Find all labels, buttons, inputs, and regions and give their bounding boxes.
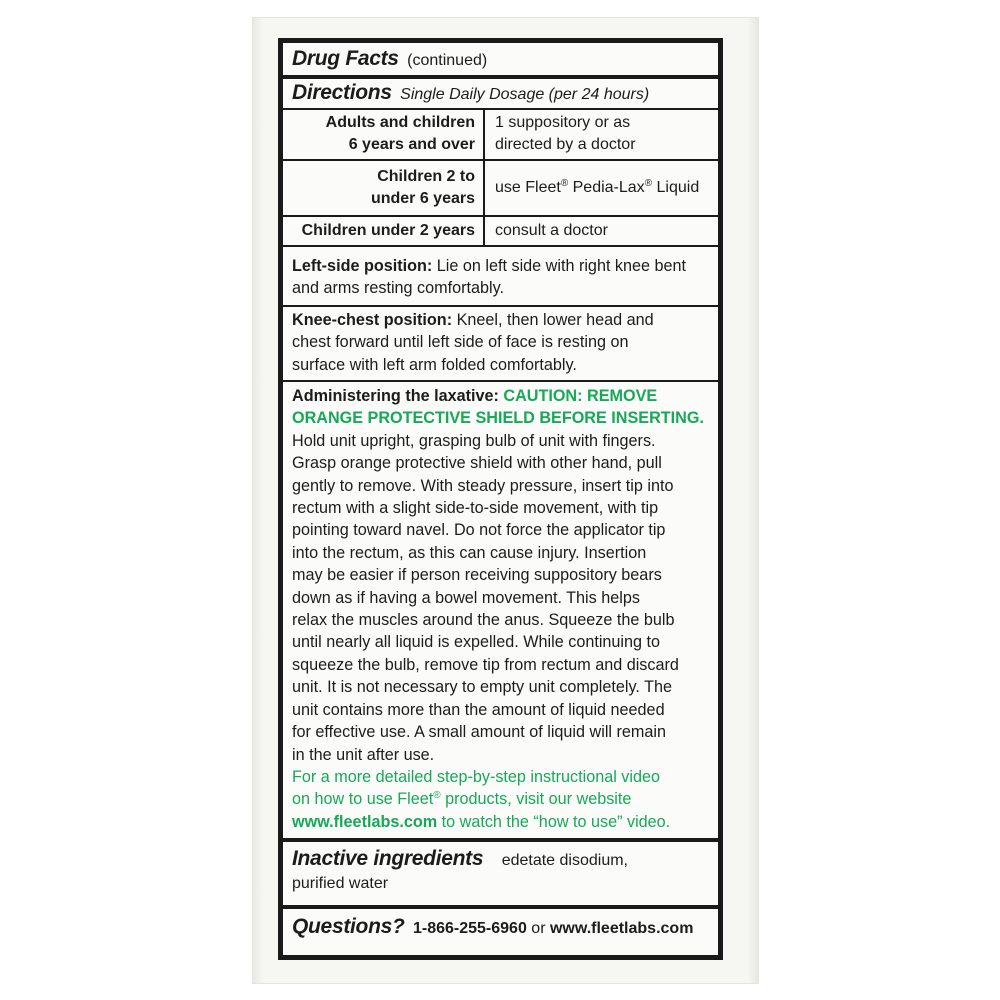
- knee-chest-position: [292, 309, 712, 376]
- drug-facts-title: Drug Facts: [292, 47, 399, 70]
- age-line: Children 2 to: [377, 168, 475, 185]
- section-divider: [283, 305, 718, 307]
- left-side-label: Left-side position:: [292, 257, 433, 275]
- directions-header: [292, 81, 649, 105]
- video-note: to watch the “how to use” video.: [437, 812, 671, 831]
- dose-cell: [484, 160, 718, 216]
- left-side-text: and arms resting comfortably.: [292, 279, 505, 298]
- drug-facts-panel: [278, 38, 723, 960]
- inactive-text-line2: purified water: [292, 875, 389, 892]
- age-cell: [283, 216, 484, 246]
- drug-facts-continued: (continued): [407, 52, 488, 69]
- left-side-text: Lie on left side with right knee bent: [432, 257, 687, 275]
- dose-line: 1 suppository or as: [495, 114, 631, 131]
- knee-chest-text: Kneel, then lower head and: [452, 311, 654, 329]
- questions-title: Questions?: [292, 915, 405, 938]
- instruction-line: into the rectum, as this can cause injury. Insertion: [292, 543, 647, 562]
- questions-section: [292, 915, 693, 939]
- age-line: under 6 years: [370, 190, 475, 207]
- caution-text: CAUTION: REMOVE: [498, 387, 658, 405]
- registered-mark: ®: [560, 178, 569, 189]
- dose-text: use Fleet: [495, 179, 561, 196]
- table-row: [283, 216, 718, 246]
- knee-chest-text: surface with left arm folded comfortably.: [292, 355, 577, 374]
- knee-chest-text: chest forward until left side of face is resting on: [292, 333, 629, 352]
- video-note: on how to use Fleet: [292, 790, 434, 809]
- questions-url[interactable]: www.fleetlabs.com: [549, 920, 694, 937]
- section-divider: [283, 380, 718, 382]
- package-right-edge: [748, 18, 758, 983]
- directions-title: Directions: [292, 81, 392, 104]
- instruction-line: squeeze the bulb, remove tip from rectum and discard: [292, 655, 679, 674]
- dose-cell: [484, 216, 718, 246]
- age-line: 6 years and over: [348, 136, 475, 153]
- left-side-position: [292, 255, 712, 300]
- age-line: Adults and children: [325, 114, 475, 131]
- instruction-line: for effective use. A small amount of liquid will remain: [292, 723, 666, 742]
- table-row: [283, 109, 718, 160]
- instruction-line: unit. It is not necessary to empty unit completely. The: [292, 678, 672, 697]
- inactive-text: edetate disodium,: [501, 852, 628, 869]
- package-left-edge: [253, 18, 263, 983]
- instruction-line: Hold unit upright, grasping bulb of unit with fingers.: [292, 431, 656, 450]
- knee-chest-label: Knee-chest position:: [292, 311, 453, 329]
- instruction-line: down as if having a bowel movement. This helps: [292, 588, 640, 607]
- instruction-line: relax the muscles around the anus. Squeeze the bulb: [292, 611, 675, 630]
- inactive-ingredients: [292, 847, 628, 871]
- age-cell: [283, 109, 484, 160]
- video-note: For a more detailed step-by-step instructional video: [292, 767, 660, 786]
- registered-mark: ®: [644, 178, 653, 189]
- directions-subtitle: Single Daily Dosage (per 24 hours): [400, 86, 650, 103]
- administering-section: [292, 385, 712, 833]
- dosage-table: [283, 109, 718, 247]
- questions-divider: [283, 905, 718, 909]
- instruction-line: Grasp orange protective shield with other hand, pull: [292, 454, 662, 473]
- instruction-line: rectum with a slight side-to-side movement, with tip: [292, 499, 659, 518]
- dose-text: Pedia-Lax: [568, 179, 645, 196]
- instruction-line: may be easier if person receiving suppository bears: [292, 566, 662, 585]
- instruction-line: until nearly all liquid is expelled. While continuing to: [292, 633, 661, 652]
- instruction-line: gently to remove. With steady pressure, insert tip into: [292, 476, 674, 495]
- caution-text: ORANGE PROTECTIVE SHIELD BEFORE INSERTING.: [292, 409, 704, 428]
- table-row: [283, 160, 718, 216]
- dose-text: Liquid: [652, 179, 700, 196]
- header-divider: [283, 75, 718, 79]
- administering-label: Administering the laxative:: [292, 387, 499, 405]
- video-note: products, visit our website: [440, 790, 632, 809]
- website-link[interactable]: www.fleetlabs.com: [292, 812, 438, 831]
- dose-cell: [484, 109, 718, 160]
- dose-line: directed by a doctor: [495, 136, 636, 153]
- instruction-line: in the unit after use.: [292, 745, 435, 764]
- age-line: Children under 2 years: [301, 222, 475, 239]
- phone-number[interactable]: 1-866-255-6960: [412, 920, 527, 937]
- dose-line: consult a doctor: [495, 222, 608, 239]
- questions-or: or: [526, 920, 550, 937]
- age-cell: [283, 160, 484, 216]
- instruction-line: pointing toward navel. Do not force the applicator tip: [292, 521, 666, 540]
- inactive-divider: [283, 838, 718, 842]
- registered-mark: ®: [433, 790, 441, 802]
- inactive-title: Inactive ingredients: [292, 847, 484, 870]
- drug-facts-header: [292, 47, 487, 71]
- instruction-line: unit contains more than the amount of liquid needed: [292, 700, 665, 719]
